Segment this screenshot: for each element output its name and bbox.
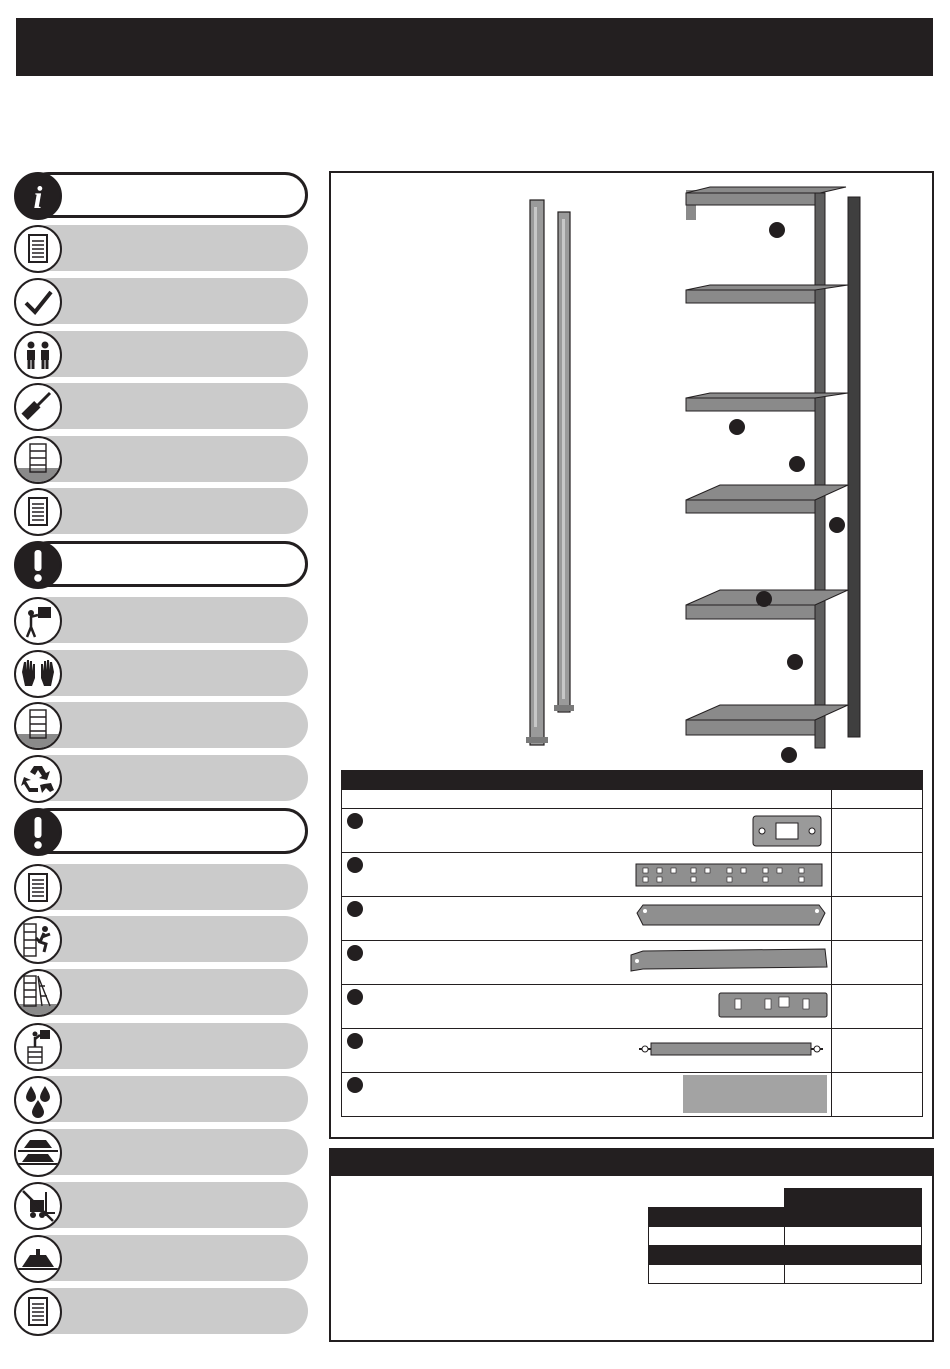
callout-marker <box>781 747 797 763</box>
document-icon <box>14 488 62 536</box>
info-icon <box>14 172 62 220</box>
parts-list-table <box>341 770 923 1117</box>
load-capacity-title-bar <box>329 1150 933 1176</box>
shelf-board-image <box>683 1075 827 1113</box>
sidebar-item-gloves <box>14 650 306 696</box>
document-icon <box>14 864 62 912</box>
table-row <box>342 1073 923 1117</box>
lifting-box-icon <box>14 597 62 645</box>
shelving-floor-icon <box>14 702 62 750</box>
shelving-floor-icon <box>14 436 62 484</box>
sidebar-item-document-3 <box>14 864 306 910</box>
table-row <box>342 897 923 941</box>
sidebar-item-check <box>14 278 306 324</box>
part-number-marker <box>347 1077 363 1093</box>
sidebar-item-warning-2 <box>14 808 306 854</box>
parts-table-subheader <box>342 790 923 809</box>
table-row <box>342 1029 923 1073</box>
callout-marker <box>829 517 845 533</box>
load-capacity-table <box>648 1188 922 1284</box>
sidebar-item-two-persons <box>14 331 306 377</box>
svg-text:i: i <box>33 179 43 215</box>
stepping-on-shelf-icon <box>14 1023 62 1071</box>
assembled-shelving-unit <box>682 187 860 748</box>
shelving-illustration <box>510 185 870 765</box>
upright-post-image <box>526 200 574 745</box>
header-bar <box>16 18 933 76</box>
part-number-marker <box>347 945 363 961</box>
document-icon <box>14 1288 62 1336</box>
sidebar-item-shelving-floor-2 <box>14 702 306 748</box>
sidebar-item-recycle <box>14 755 306 801</box>
table-row <box>342 985 923 1029</box>
table-row <box>649 1189 922 1208</box>
mallet-icon <box>14 383 62 431</box>
sidebar-item-warning <box>14 541 306 587</box>
part-number-marker <box>347 857 363 873</box>
recycle-icon <box>14 755 62 803</box>
ladder-icon <box>14 969 62 1017</box>
parts-table-header <box>342 771 923 790</box>
water-drops-icon <box>14 1076 62 1124</box>
part-number-marker <box>347 1033 363 1049</box>
table-row <box>342 941 923 985</box>
distributed-load-icon <box>14 1129 62 1177</box>
no-forklift-icon <box>14 1182 62 1230</box>
part-number-marker <box>347 989 363 1005</box>
sidebar-item-information <box>14 172 306 218</box>
warning-icon <box>14 808 62 856</box>
table-row <box>649 1264 922 1283</box>
short-beam-image <box>629 947 829 973</box>
sidebar-item-distributed-load <box>14 1129 306 1175</box>
sidebar-item-document-2 <box>14 488 306 534</box>
table-row <box>649 1226 922 1245</box>
sidebar-item-document-4 <box>14 1288 306 1334</box>
warning-icon <box>14 541 62 589</box>
centered-load-icon <box>14 1235 62 1283</box>
callout-marker <box>756 591 772 607</box>
callout-marker <box>787 654 803 670</box>
document-icon <box>14 225 62 273</box>
sidebar-item-centered-load <box>14 1235 306 1281</box>
sidebar-item-climbing <box>14 916 306 962</box>
climbing-prohibited-icon <box>14 916 62 964</box>
checkmark-icon <box>14 278 62 326</box>
part-number-marker <box>347 813 363 829</box>
foot-plate-image <box>752 815 822 847</box>
callout-marker <box>729 419 745 435</box>
sidebar-item-document <box>14 225 306 271</box>
part-number-marker <box>347 901 363 917</box>
two-persons-icon <box>14 331 62 379</box>
sidebar-item-ladder <box>14 969 306 1015</box>
connector-bracket-image <box>717 991 829 1019</box>
upright-post-image <box>635 861 823 889</box>
table-row <box>342 809 923 853</box>
long-beam-image <box>635 903 827 927</box>
sidebar-item-water <box>14 1076 306 1122</box>
support-bar-image <box>637 1039 825 1059</box>
sidebar-item-mallet <box>14 383 306 429</box>
sidebar-item-shelving-floor <box>14 436 306 482</box>
callout-marker <box>789 456 805 472</box>
callout-marker <box>769 222 785 238</box>
table-row <box>649 1245 922 1264</box>
table-row <box>342 853 923 897</box>
sidebar-item-lifting <box>14 597 306 643</box>
gloves-icon <box>14 650 62 698</box>
sidebar-item-no-forklift <box>14 1182 306 1228</box>
sidebar-item-stepping <box>14 1023 306 1069</box>
